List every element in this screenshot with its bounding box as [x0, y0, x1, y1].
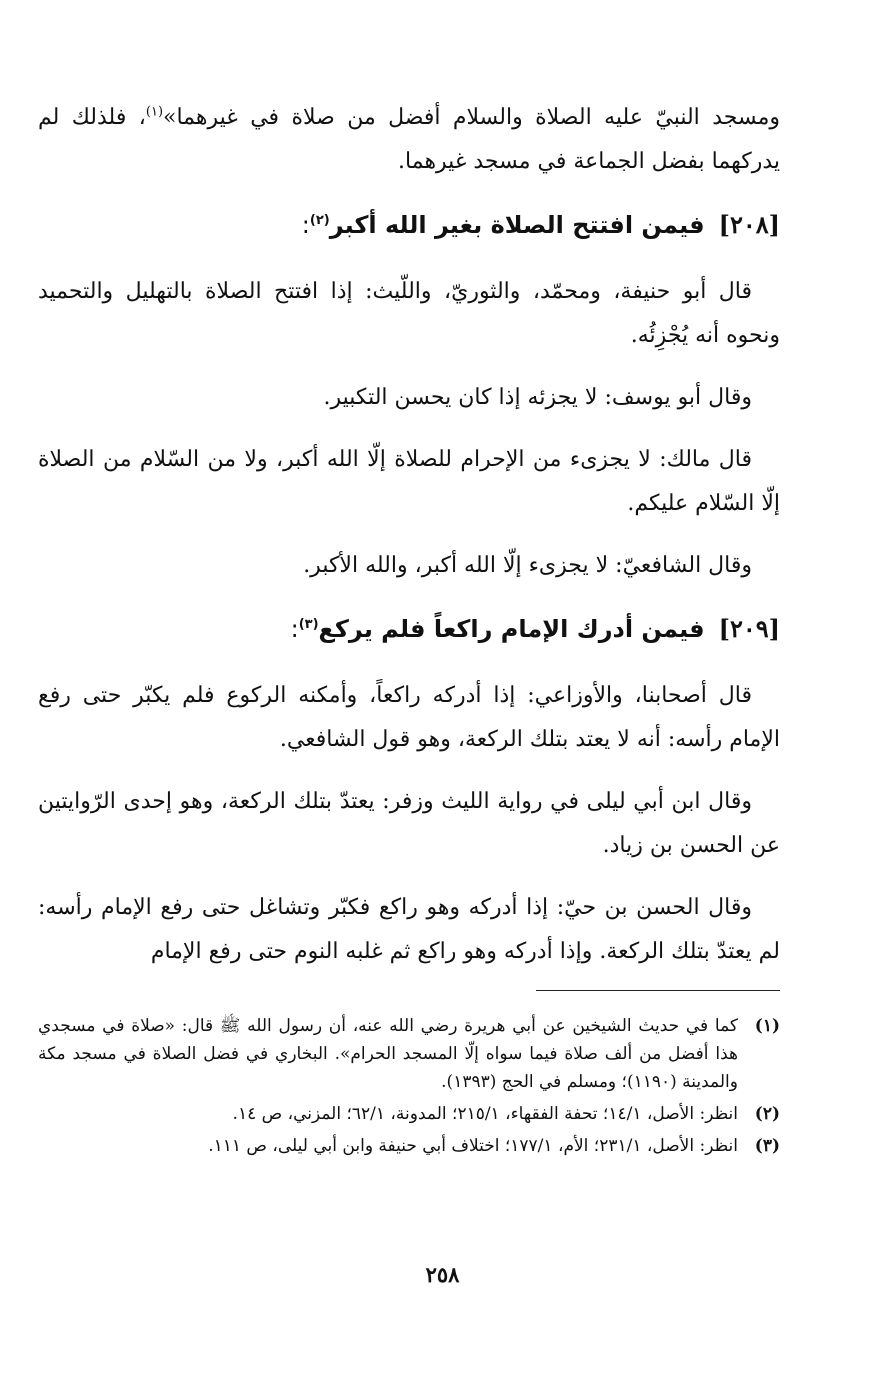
- footnote-number: (١): [754, 1016, 780, 1036]
- footnote-ref: (١): [145, 104, 164, 120]
- paragraph: وقال ابن أبي ليلى في رواية الليث وزفر: يعتدّ بتلك الركعة، وهو إحدى الرّوايتين عن الحسن بن زياد.: [38, 789, 780, 858]
- footnote-text: كما في حديث الشيخين عن أبي هريرة رضي الله عنه، أن رسول الله ﷺ قال: «صلاة في مسجدي هذا أفضل من ألف صلاة فيما سواه إلّا المسجد الحرام». البخاري في فضل الصلاة في مسجد مكة والمدينة (١١٩٠)؛ ومسلم في الحج (١٣٩٣).: [38, 1016, 738, 1092]
- footnote-number: (٢): [754, 1104, 780, 1124]
- paragraph: قال أبو حنيفة، ومحمّد، والثوريّ، واللّيث: إذا افتتح الصلاة بالتهليل والتحميد ونحوه أنه يُجْزِئُه.: [38, 279, 780, 348]
- footnote-number: (٣): [754, 1136, 780, 1156]
- section-title: فيمن افتتح الصلاة بغير الله أكبر: [329, 211, 705, 239]
- section-number: [٢٠٨]: [718, 210, 780, 239]
- paragraph: وقال أبو يوسف: لا يجزئه إذا كان يحسن التكبير.: [323, 385, 752, 410]
- paragraph: قال مالك: لا يجزىء من الإحرام للصلاة إلّا الله أكبر، ولا من السّلام من الصلاة إلّا السّلام عليكم.: [38, 447, 780, 516]
- footnote-ref: (٣): [298, 617, 319, 632]
- section-title: فيمن أدرك الإمام راكعاً فلم يركع: [318, 615, 705, 643]
- section-number: [٢٠٩]: [718, 614, 780, 643]
- heading-colon: :: [301, 211, 310, 239]
- footnote-ref: (٢): [309, 213, 330, 228]
- paragraph-text: ومسجد النبيّ عليه الصلاة والسلام أفضل من صلاة في غيرهما»: [163, 105, 780, 130]
- footnotes: [38, 1012, 780, 1164]
- paragraph: وقال الحسن بن حيّ: إذا أدركه وهو راكع فكبّر وتشاغل حتى رفع الإمام رأسه: لم يعتدّ بتلك الركعة. وإذا أدركه وهو راكع ثم غلبه النوم حتى رفع الإمام: [38, 895, 780, 964]
- footnote-separator: [536, 990, 780, 991]
- footnote: [38, 1012, 780, 1096]
- paragraph: قال أصحابنا، والأوزاعي: إذا أدركه راكعاً، وأمكنه الركوع فلم يكبّر حتى رفع الإمام رأسه: أنه لا يعتد بتلك الركعة، وهو قول الشافعي.: [38, 683, 780, 752]
- footnote: [38, 1132, 780, 1160]
- paragraph-continuation: [38, 96, 780, 184]
- section-heading-209: [38, 606, 780, 652]
- paragraph: وقال الشافعيّ: لا يجزىء إلّا الله أكبر، والله الأكبر.: [303, 553, 752, 578]
- footnote-text: انظر: الأصل، ٢٣١/١؛ الأم، ١٧٧/١؛ اختلاف أبي حنيفة وابن أبي ليلى، ص ١١١.: [208, 1136, 738, 1156]
- footnote: [38, 1100, 780, 1128]
- footnote-text: انظر: الأصل، ١٤/١؛ تحفة الفقهاء، ٢١٥/١؛ المدونة، ٦٢/١؛ المزني، ص ١٤.: [232, 1104, 738, 1124]
- page-number: ٢٥٨: [425, 1262, 460, 1287]
- paragraph-text: ، فلذلك لم يدركهما بفضل الجماعة في مسجد غيرهما.: [38, 105, 780, 174]
- main-text: [38, 96, 780, 992]
- heading-colon: :: [290, 615, 299, 643]
- section-heading-208: [38, 202, 780, 248]
